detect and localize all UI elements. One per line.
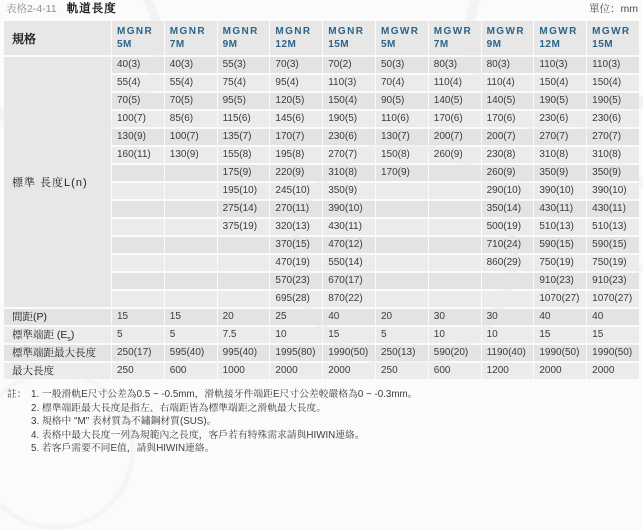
std-end-max-row-cell: 1990(50) bbox=[323, 345, 375, 361]
rail-length-cell bbox=[112, 273, 164, 289]
std-end-max-length-row bbox=[4, 345, 639, 361]
rail-length-cell bbox=[112, 291, 164, 307]
rail-length-cell: 590(15) bbox=[587, 237, 639, 253]
rail-length-cell: 80(3) bbox=[429, 57, 481, 73]
max-length-row-cell: 250 bbox=[376, 363, 428, 379]
rail-length-cell bbox=[112, 165, 164, 181]
rail-length-cell: 310(8) bbox=[323, 165, 375, 181]
max-length-row-cell: 1200 bbox=[482, 363, 534, 379]
pitch-row-cell: 40 bbox=[323, 309, 375, 325]
rail-length-cell: 270(11) bbox=[270, 201, 322, 217]
pitch-row-cell: 40 bbox=[587, 309, 639, 325]
pitch-row-cell: 15 bbox=[165, 309, 217, 325]
rail-length-cell bbox=[376, 183, 428, 199]
rail-length-cell: 190(5) bbox=[323, 111, 375, 127]
max-length-row-cell: 2000 bbox=[587, 363, 639, 379]
pitch-row bbox=[4, 309, 639, 325]
end-distance-row-cell: 15 bbox=[534, 327, 586, 343]
notes-label: 註： bbox=[7, 389, 27, 400]
pitch-row-cell: 15 bbox=[112, 309, 164, 325]
rail-length-cell: 430(11) bbox=[587, 201, 639, 217]
row-label-pitch: 間距(P) bbox=[4, 309, 111, 325]
rail-length-cell: 110(4) bbox=[429, 75, 481, 91]
rail-length-cell: 55(4) bbox=[165, 75, 217, 91]
std-end-max-row-cell: 250(13) bbox=[376, 345, 428, 361]
rail-length-cell: 150(8) bbox=[376, 147, 428, 163]
rail-length-cell bbox=[165, 237, 217, 253]
rail-length-cell: 110(6) bbox=[376, 111, 428, 127]
rail-length-cell: 245(10) bbox=[270, 183, 322, 199]
rail-length-cell: 70(5) bbox=[165, 93, 217, 109]
note-item: 4. 表格中最大長度一列為規範內之長度，客戶若有特殊需求請與HIWIN連絡。 bbox=[31, 429, 365, 441]
rail-length-cell bbox=[165, 255, 217, 271]
rail-length-cell: 95(5) bbox=[218, 93, 270, 109]
rail-length-cell: 710(24) bbox=[482, 237, 534, 253]
std-end-max-row-cell: 250(17) bbox=[112, 345, 164, 361]
pitch-row-cell: 40 bbox=[534, 309, 586, 325]
pitch-row-cell: 30 bbox=[482, 309, 534, 325]
max-length-row-cell: 1000 bbox=[218, 363, 270, 379]
rail-length-cell: 130(9) bbox=[112, 129, 164, 145]
spec-header: 規格 bbox=[4, 21, 111, 55]
max-length-row-cell: 600 bbox=[165, 363, 217, 379]
std-end-max-row-cell: 1990(50) bbox=[587, 345, 639, 361]
rail-length-cell bbox=[165, 201, 217, 217]
row-label-max-length: 最大長度 bbox=[4, 363, 111, 379]
rail-length-cell bbox=[218, 255, 270, 271]
rail-length-cell bbox=[112, 201, 164, 217]
rail-length-cell: 170(6) bbox=[429, 111, 481, 127]
rail-length-cell: 1070(27) bbox=[587, 291, 639, 307]
rail-length-cell: 200(7) bbox=[482, 129, 534, 145]
rail-length-cell bbox=[218, 237, 270, 253]
rail-length-cell: 75(4) bbox=[218, 75, 270, 91]
rail-length-cell: 230(8) bbox=[482, 147, 534, 163]
rail-length-cell bbox=[429, 237, 481, 253]
end-distance-row-cell: 10 bbox=[270, 327, 322, 343]
rail-length-cell: 590(15) bbox=[534, 237, 586, 253]
rail-length-cell: 100(7) bbox=[165, 129, 217, 145]
rail-length-cell bbox=[376, 291, 428, 307]
rail-length-cell bbox=[376, 273, 428, 289]
column-header-mgnr-7m: MGNR 7M bbox=[165, 21, 217, 55]
rail-length-cell: 390(10) bbox=[534, 183, 586, 199]
max-length-row-cell: 250 bbox=[112, 363, 164, 379]
rail-length-cell: 290(10) bbox=[482, 183, 534, 199]
rail-length-cell: 40(3) bbox=[165, 57, 217, 73]
rail-length-cell: 55(3) bbox=[218, 57, 270, 73]
rail-length-cell bbox=[165, 273, 217, 289]
rail-length-cell bbox=[429, 165, 481, 181]
rail-length-cell bbox=[112, 237, 164, 253]
rail-length-cell: 130(7) bbox=[376, 129, 428, 145]
rail-length-cell: 390(10) bbox=[323, 201, 375, 217]
rail-length-cell: 155(8) bbox=[218, 147, 270, 163]
rail-length-cell: 350(9) bbox=[323, 183, 375, 199]
rail-length-cell: 470(19) bbox=[270, 255, 322, 271]
standard-length-body bbox=[4, 57, 639, 307]
column-header-mgnr-5m: MGNR 5M bbox=[112, 21, 164, 55]
rail-length-cell bbox=[429, 183, 481, 199]
title-bar bbox=[0, 0, 643, 19]
rail-length-cell: 150(4) bbox=[534, 75, 586, 91]
notes-list bbox=[31, 388, 417, 456]
pitch-row-cell: 25 bbox=[270, 309, 322, 325]
std-end-max-row-cell: 995(40) bbox=[218, 345, 270, 361]
rail-length-cell: 350(9) bbox=[587, 165, 639, 181]
rail-length-cell bbox=[165, 165, 217, 181]
end-distance-row-cell: 10 bbox=[429, 327, 481, 343]
std-end-max-row-cell: 595(40) bbox=[165, 345, 217, 361]
rail-length-cell: 150(4) bbox=[323, 93, 375, 109]
rail-length-cell: 230(6) bbox=[587, 111, 639, 127]
rail-length-cell: 110(3) bbox=[323, 75, 375, 91]
rail-length-cell: 120(5) bbox=[270, 93, 322, 109]
rail-length-cell: 200(7) bbox=[429, 129, 481, 145]
rail-length-cell: 160(11) bbox=[112, 147, 164, 163]
rail-length-cell: 470(12) bbox=[323, 237, 375, 253]
rail-length-cell: 910(23) bbox=[587, 273, 639, 289]
rail-length-cell: 140(5) bbox=[429, 93, 481, 109]
rail-length-cell: 175(9) bbox=[218, 165, 270, 181]
rail-length-cell bbox=[376, 219, 428, 235]
note-item: 3. 規格中 "M" 表材質為不鏽鋼材質(SUS)。 bbox=[31, 416, 217, 427]
rail-length-cell: 390(10) bbox=[587, 183, 639, 199]
rail-length-cell: 230(6) bbox=[323, 129, 375, 145]
end-distance-row-cell: 15 bbox=[587, 327, 639, 343]
rail-length-cell bbox=[165, 183, 217, 199]
rail-length-cell bbox=[429, 291, 481, 307]
rail-length-cell: 110(3) bbox=[534, 57, 586, 73]
rail-length-cell: 110(4) bbox=[482, 75, 534, 91]
rail-length-cell bbox=[429, 201, 481, 217]
rail-length-cell: 80(3) bbox=[482, 57, 534, 73]
rail-length-cell bbox=[112, 255, 164, 271]
column-header-mgnr-9m: MGNR 9M bbox=[218, 21, 270, 55]
end-distance-row-cell: 5 bbox=[165, 327, 217, 343]
rail-length-cell: 70(3) bbox=[270, 57, 322, 73]
end-distance-row bbox=[4, 327, 639, 343]
rail-length-cell: 170(7) bbox=[270, 129, 322, 145]
rail-length-cell: 70(4) bbox=[376, 75, 428, 91]
table-number: 表格2-4-11 bbox=[6, 3, 57, 15]
row-label-end-distance: 標準端距 $(E_s)$ bbox=[4, 327, 111, 343]
rail-length-cell: 55(4) bbox=[112, 75, 164, 91]
rail-length-cell: 220(9) bbox=[270, 165, 322, 181]
pitch-row-cell: 30 bbox=[429, 309, 481, 325]
rail-length-cell: 260(9) bbox=[482, 165, 534, 181]
footnotes bbox=[0, 381, 643, 456]
column-header-mgwr-5m: MGWR 5M bbox=[376, 21, 428, 55]
pitch-row-cell: 20 bbox=[218, 309, 270, 325]
rail-length-cell bbox=[376, 255, 428, 271]
note-item: 5. 若客戶需要不同E值，請與HIWIN連絡。 bbox=[31, 443, 215, 454]
rail-length-cell: 230(6) bbox=[534, 111, 586, 127]
column-header-mgwr-12m: MGWR 12M bbox=[534, 21, 586, 55]
column-header-mgwr-9m: MGWR 9M bbox=[482, 21, 534, 55]
max-length-row-cell: 600 bbox=[429, 363, 481, 379]
rail-length-cell bbox=[429, 219, 481, 235]
rail-length-cell: 195(10) bbox=[218, 183, 270, 199]
spec-rows-body bbox=[4, 309, 639, 379]
standard-length-row bbox=[4, 57, 639, 73]
max-length-row-cell: 2000 bbox=[323, 363, 375, 379]
rail-length-cell bbox=[376, 201, 428, 217]
max-length-row-cell: 2000 bbox=[534, 363, 586, 379]
end-distance-row-cell: 10 bbox=[482, 327, 534, 343]
rail-length-cell: 510(13) bbox=[534, 219, 586, 235]
rail-length-cell: 145(6) bbox=[270, 111, 322, 127]
end-distance-row-cell: 5 bbox=[376, 327, 428, 343]
rail-length-cell: 260(9) bbox=[429, 147, 481, 163]
rail-length-cell: 270(7) bbox=[534, 129, 586, 145]
rail-length-cell bbox=[482, 291, 534, 307]
rail-length-cell: 40(3) bbox=[112, 57, 164, 73]
end-distance-row-cell: 7.5 bbox=[218, 327, 270, 343]
rail-length-cell bbox=[218, 291, 270, 307]
std-end-max-row-cell: 590(20) bbox=[429, 345, 481, 361]
rail-length-cell: 670(17) bbox=[323, 273, 375, 289]
rail-length-cell bbox=[218, 273, 270, 289]
rail-length-cell: 750(19) bbox=[587, 255, 639, 271]
rail-length-cell: 90(5) bbox=[376, 93, 428, 109]
column-header-mgnr-12m: MGNR 12M bbox=[270, 21, 322, 55]
rail-length-cell: 150(4) bbox=[587, 75, 639, 91]
rail-length-cell bbox=[165, 291, 217, 307]
rail-length-cell: 170(6) bbox=[482, 111, 534, 127]
rail-length-cell: 85(6) bbox=[165, 111, 217, 127]
rail-length-cell: 170(9) bbox=[376, 165, 428, 181]
rail-length-cell: 270(7) bbox=[323, 147, 375, 163]
rail-length-cell: 110(3) bbox=[587, 57, 639, 73]
rail-length-cell bbox=[112, 183, 164, 199]
end-distance-row-cell: 5 bbox=[112, 327, 164, 343]
unit-label: 單位：mm bbox=[589, 3, 638, 15]
rail-length-cell: 1070(27) bbox=[534, 291, 586, 307]
rail-length-cell bbox=[112, 219, 164, 235]
rail-length-cell: 550(14) bbox=[323, 255, 375, 271]
rail-length-cell: 135(7) bbox=[218, 129, 270, 145]
rail-length-cell: 750(19) bbox=[534, 255, 586, 271]
column-header-mgwr-7m: MGWR 7M bbox=[429, 21, 481, 55]
rail-length-cell bbox=[429, 273, 481, 289]
end-distance-row-cell: 15 bbox=[323, 327, 375, 343]
column-header-mgnr-15m: MGNR 15M bbox=[323, 21, 375, 55]
rail-length-cell: 95(4) bbox=[270, 75, 322, 91]
rail-length-cell: 860(29) bbox=[482, 255, 534, 271]
column-header-row bbox=[4, 21, 639, 55]
rail-length-cell: 370(15) bbox=[270, 237, 322, 253]
rail-length-cell: 70(5) bbox=[112, 93, 164, 109]
rail-length-cell: 190(5) bbox=[587, 93, 639, 109]
rail-length-cell: 100(7) bbox=[112, 111, 164, 127]
rail-length-table bbox=[3, 19, 640, 381]
rail-length-cell: 70(2) bbox=[323, 57, 375, 73]
rail-length-cell: 190(5) bbox=[534, 93, 586, 109]
rail-length-cell: 275(14) bbox=[218, 201, 270, 217]
rail-length-cell: 350(14) bbox=[482, 201, 534, 217]
rail-length-cell bbox=[429, 255, 481, 271]
rail-length-cell bbox=[165, 219, 217, 235]
rail-length-cell: 310(8) bbox=[587, 147, 639, 163]
max-length-row-cell: 2000 bbox=[270, 363, 322, 379]
rail-length-cell: 430(11) bbox=[323, 219, 375, 235]
rail-length-cell: 115(6) bbox=[218, 111, 270, 127]
rail-length-cell: 910(23) bbox=[534, 273, 586, 289]
rail-length-cell bbox=[482, 273, 534, 289]
note-item: 2. 標準端距最大長度是指左、右端距皆為標準端距之滑軌最大長度。 bbox=[31, 402, 327, 414]
rail-length-cell bbox=[376, 237, 428, 253]
rail-length-cell: 50(3) bbox=[376, 57, 428, 73]
max-length-row bbox=[4, 363, 639, 379]
rail-length-cell: 510(13) bbox=[587, 219, 639, 235]
pitch-row-cell: 20 bbox=[376, 309, 428, 325]
note-item: 1. 一般滑軌E尺寸公差為0.5 ~ -0.5mm，滑軌接牙件端距E尺寸公差較嚴格為0 ~ -0.3mm。 bbox=[31, 389, 418, 400]
column-header-mgwr-15m: MGWR 15M bbox=[587, 21, 639, 55]
rail-length-cell: 320(13) bbox=[270, 219, 322, 235]
rail-length-cell: 695(28) bbox=[270, 291, 322, 307]
rail-length-cell: 195(8) bbox=[270, 147, 322, 163]
rail-length-cell: 430(11) bbox=[534, 201, 586, 217]
rail-length-cell: 500(19) bbox=[482, 219, 534, 235]
std-end-max-row-cell: 1995(80) bbox=[270, 345, 322, 361]
rail-length-cell: 350(9) bbox=[534, 165, 586, 181]
rail-length-cell: 140(5) bbox=[482, 93, 534, 109]
rail-length-cell: 570(23) bbox=[270, 273, 322, 289]
rail-length-cell: 870(22) bbox=[323, 291, 375, 307]
rail-length-cell: 375(19) bbox=[218, 219, 270, 235]
rail-length-cell: 270(7) bbox=[587, 129, 639, 145]
standard-length-label: 標準 長度L(n) bbox=[4, 57, 111, 307]
std-end-max-row-cell: 1190(40) bbox=[482, 345, 534, 361]
row-label-std-end-max: 標準端距最大長度 bbox=[4, 345, 111, 361]
rail-length-cell: 130(9) bbox=[165, 147, 217, 163]
rail-length-cell: 310(8) bbox=[534, 147, 586, 163]
std-end-max-row-cell: 1990(50) bbox=[534, 345, 586, 361]
page-title: 軌道長度 bbox=[66, 3, 117, 15]
